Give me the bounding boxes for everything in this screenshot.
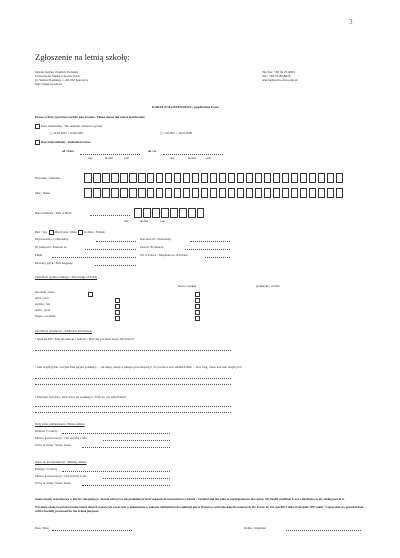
page-title: Zgłoszenie na letnią szkołę:	[35, 52, 130, 62]
name-boxes[interactable]	[84, 188, 345, 198]
letter-box[interactable]	[282, 173, 290, 183]
question-previous-study: • Jeśli uczył(a) Pan / uczyłeś Pani języka polskiego → jak długo, kiedy, u jakiego prowadzącego? / If you have ever studied Polish → how long, when, and who taught you?	[35, 365, 242, 369]
letter-box[interactable]	[318, 188, 326, 198]
spoken-column-header: mowa / spoken	[178, 284, 197, 288]
letter-box[interactable]	[192, 188, 200, 198]
header-left-line: Uniwersytet Śląski w Katowicach	[35, 74, 80, 78]
mailing-country-input[interactable]	[62, 471, 170, 472]
digit-box[interactable]	[197, 208, 205, 218]
date-to-input[interactable]	[163, 154, 223, 155]
surname-label: Nazwisko / Surname	[35, 176, 60, 180]
letter-box[interactable]	[237, 173, 245, 183]
dob-month-label: month	[140, 219, 148, 223]
phone-input[interactable]	[205, 257, 230, 258]
question-source: • Skąd ma Pan / Pani informację o Szkole? / How did you learn about The School?	[35, 337, 135, 341]
letter-box[interactable]	[147, 188, 155, 198]
letter-box[interactable]	[246, 188, 254, 198]
header-left-line: pl. Sejmu Śląskiego 1, 40-032 Katowice	[35, 78, 89, 82]
letter-box[interactable]	[273, 188, 281, 198]
date-label: Data / Date	[35, 526, 49, 530]
letter-box[interactable]	[138, 173, 146, 183]
grammar-none-checkbox[interactable]	[195, 292, 200, 297]
sex-label: Płeć / Sex	[35, 230, 47, 235]
nationality-label: Narodowość / Nationality	[140, 237, 171, 241]
language-heading: Znajomość języka polskiego / Knowledge of Polish	[35, 275, 97, 279]
letter-box[interactable]	[219, 188, 227, 198]
letter-box[interactable]	[300, 188, 308, 198]
level-label: średnia / fair	[35, 302, 51, 306]
letter-box[interactable]	[192, 173, 200, 183]
header-right-line: Tel./fax: +48 32 2512901	[262, 70, 296, 74]
grammar-excellent-checkbox[interactable]	[195, 316, 200, 321]
letter-box[interactable]	[327, 173, 335, 183]
letter-box[interactable]	[138, 188, 146, 198]
home-street-input[interactable]	[82, 447, 170, 448]
letter-box[interactable]	[165, 188, 173, 198]
male-checkbox[interactable]	[49, 230, 54, 235]
dob-input[interactable]	[90, 215, 130, 216]
letter-box[interactable]	[264, 188, 272, 198]
letter-box[interactable]	[228, 188, 236, 198]
header-left-line: Szkoła Języka i Kultury Polskiej	[35, 70, 79, 74]
passport-label: Nr paszportu / Passport no	[35, 245, 67, 249]
letter-box[interactable]	[156, 173, 164, 183]
female-label: Kobieta / Female	[84, 230, 105, 235]
letter-box[interactable]	[273, 173, 281, 183]
school-contact	[262, 70, 297, 82]
letter-box[interactable]	[291, 173, 299, 183]
mailing-street-label: Ulica, nr domu / Street, house	[35, 481, 71, 485]
letter-box[interactable]	[210, 173, 218, 183]
letter-box[interactable]	[264, 173, 272, 183]
spoken-fair-checkbox[interactable]	[115, 304, 120, 309]
profession-input[interactable]	[185, 249, 230, 250]
info-heading: Informacje dodatkowe / Additional information	[35, 329, 92, 333]
date-from-day: day	[88, 156, 93, 160]
letter-box[interactable]	[300, 173, 308, 183]
email-input[interactable]	[52, 257, 136, 258]
digit-box[interactable]	[143, 208, 151, 218]
home-street-label: Ulica, nr domu / Street, house	[35, 443, 71, 447]
answer-line[interactable]	[35, 384, 231, 385]
answer-line[interactable]	[35, 350, 231, 351]
passport-input[interactable]	[85, 249, 136, 250]
letter-box[interactable]	[174, 173, 182, 183]
letter-box[interactable]	[255, 173, 263, 183]
letter-box[interactable]	[120, 173, 128, 183]
answer-line[interactable]	[35, 406, 231, 407]
letter-box[interactable]	[183, 173, 191, 183]
first-language-input[interactable]	[95, 265, 136, 266]
email-label: Email	[35, 253, 43, 257]
individual-course-label: Kurs indywidualny / Individual course	[35, 140, 91, 145]
letter-box[interactable]	[201, 173, 209, 183]
level-label: nie znam / none	[35, 290, 55, 294]
date-input[interactable]	[52, 530, 132, 531]
letter-box[interactable]	[111, 173, 119, 183]
letter-box[interactable]	[228, 173, 236, 183]
name-label: Imię / Name	[35, 191, 50, 195]
question-motivation: • Dlaczego chce Pan / Pani uczyć się polskiego? / Why do you want Polish?	[35, 395, 127, 399]
page-number: 3	[349, 18, 353, 26]
date-from-label: od / from	[62, 149, 74, 153]
date-from-year: year	[124, 156, 130, 160]
header-right-line: Tel.: +48 32 2058426	[262, 74, 291, 78]
letter-box[interactable]	[210, 188, 218, 198]
school-address	[35, 70, 88, 86]
grammar-good-checkbox[interactable]	[195, 310, 200, 315]
spoken-good-checkbox[interactable]	[115, 310, 120, 315]
answer-line[interactable]	[35, 412, 231, 413]
male-label: Mężczyzna / Male	[54, 230, 77, 235]
letter-box[interactable]	[120, 188, 128, 198]
phone-label: Tel. w Polsce / Telephone no. in Poland	[140, 253, 188, 257]
letter-box[interactable]	[129, 188, 137, 198]
sex-row	[35, 230, 105, 235]
nationality-input[interactable]	[190, 241, 230, 242]
first-language-label: Pierwszy język / First language	[35, 261, 73, 265]
letter-box[interactable]	[84, 188, 92, 198]
date-from-month: month	[105, 156, 113, 160]
letter-box[interactable]	[309, 188, 317, 198]
dob-boxes[interactable]	[134, 208, 206, 218]
letter-box[interactable]	[291, 188, 299, 198]
course-group-option-1[interactable]: ◻ 10.02.2007 ÷ 10.06.2007	[50, 131, 84, 135]
home-address-heading: Stały adres zamieszkania / Home address	[35, 422, 85, 426]
letter-box[interactable]	[219, 173, 227, 183]
form-title: KARTA ZGŁOSZENIOWA / Application Form	[152, 105, 219, 109]
level-label: dobra / good	[35, 308, 51, 312]
letter-box[interactable]	[336, 173, 344, 183]
letter-box[interactable]	[336, 188, 344, 198]
level-label: biegła / excellent	[35, 314, 56, 318]
declaration-rules: Znam zasady uczestnictwa w kursie i akceptuję je. Jestem zdrowy/a i nie posiadam przeciwwskazań do uczestnictwa w kursie / I understand the rules of participation in the course. My health condition is not a hindrance to my taking part in it.	[35, 497, 345, 501]
school-email[interactable]: szkola@kuwa.sfi.us.edu.pl	[262, 78, 298, 82]
grammar-column-header: gramatyka / written	[256, 284, 280, 288]
spoken-none-checkbox[interactable]	[88, 292, 93, 297]
answer-line[interactable]	[35, 378, 231, 379]
date-to-year: year	[206, 156, 212, 160]
date-to-month: month	[188, 156, 196, 160]
letter-box[interactable]	[282, 188, 290, 198]
mailing-address-heading: Adres do korespondencji / Mailing address	[35, 460, 87, 464]
letter-box[interactable]	[93, 173, 101, 183]
date-to-day: day	[170, 156, 175, 160]
signature-input[interactable]	[286, 530, 361, 531]
declaration-data-consent: Wyrażam zgodę na przetwarzanie moich danych osobowych zawartych w dokumencie w zakresie niezbędnym do realizacji kursu (Ustawa o ochronie danych osobowych, Dz. Ustaw nr 133, poz.883 z dnia 29 sierpnia 1997 roku) / I agree that my personal data will be lawfully processed for the School purposes.	[35, 505, 364, 513]
letter-box[interactable]	[174, 188, 182, 198]
date-to-label: do / to	[148, 149, 157, 153]
home-city-label: Miasto, kod pocztowy / City and Zip Code	[35, 436, 87, 440]
letter-box[interactable]	[255, 188, 263, 198]
mailing-country-label: Państwo / Country	[35, 467, 58, 471]
letter-box[interactable]	[201, 188, 209, 198]
grammar-poor-checkbox[interactable]	[195, 298, 200, 303]
dob-day-label: day	[124, 219, 129, 223]
letter-box[interactable]	[318, 173, 326, 183]
letter-box[interactable]	[102, 173, 110, 183]
digit-box[interactable]	[161, 208, 169, 218]
signature-label: Podpis / Signature	[244, 526, 267, 530]
letter-box[interactable]	[111, 188, 119, 198]
mailing-street-input[interactable]	[82, 485, 170, 486]
letter-box[interactable]	[183, 188, 191, 198]
letter-box[interactable]	[147, 173, 155, 183]
digit-box[interactable]	[188, 208, 196, 218]
course-group-label: Kurs semestralny / The semester course in a group:	[35, 124, 102, 129]
profession-label: Zawód / Profession	[140, 245, 164, 249]
home-country-label: Państwo / Country	[35, 429, 58, 433]
letter-box[interactable]	[84, 173, 92, 183]
surname-boxes[interactable]	[84, 173, 345, 183]
digit-box[interactable]	[179, 208, 187, 218]
individual-course-checkbox[interactable]	[35, 140, 40, 145]
spoken-excellent-checkbox[interactable]	[115, 316, 120, 321]
letter-box[interactable]	[246, 173, 254, 183]
digit-box[interactable]	[170, 208, 178, 218]
school-url[interactable]: http://sjikp.us.edu.pl	[35, 82, 63, 86]
level-label: słaba / poor	[35, 296, 49, 300]
letter-box[interactable]	[156, 188, 164, 198]
letter-box[interactable]	[237, 188, 245, 198]
date-from-input[interactable]	[80, 154, 140, 155]
spoken-poor-checkbox[interactable]	[115, 298, 120, 303]
letter-box[interactable]	[309, 173, 317, 183]
letter-box[interactable]	[129, 173, 137, 183]
home-country-input[interactable]	[62, 433, 170, 434]
letter-box[interactable]	[93, 188, 101, 198]
letter-box[interactable]	[102, 188, 110, 198]
letter-box[interactable]	[327, 188, 335, 198]
course-group-option-2[interactable]: ◻ 1.10.2007 ÷ 28.01.2008	[160, 131, 192, 135]
letter-box[interactable]	[165, 173, 173, 183]
female-checkbox[interactable]	[78, 230, 83, 235]
grammar-fair-checkbox[interactable]	[195, 304, 200, 309]
course-group-checkbox[interactable]	[35, 124, 40, 129]
citizenship-label: Obywatelstwo / Citizenship	[35, 237, 69, 241]
dob-year-label: year	[160, 219, 166, 223]
mailing-city-input[interactable]	[103, 478, 170, 479]
dob-label: Data urodzenia / Date of Birth	[35, 211, 72, 215]
mailing-city-label: Miasto, kod pocztowy / City and Zip Code	[35, 474, 87, 478]
home-city-input[interactable]	[103, 440, 170, 441]
digit-box[interactable]	[134, 208, 142, 218]
citizenship-input[interactable]	[96, 241, 136, 242]
digit-box[interactable]	[152, 208, 160, 218]
course-instruction: Proszę wybrać typ kursu i termin jego trwania / Please choose the course and the date	[35, 115, 145, 119]
